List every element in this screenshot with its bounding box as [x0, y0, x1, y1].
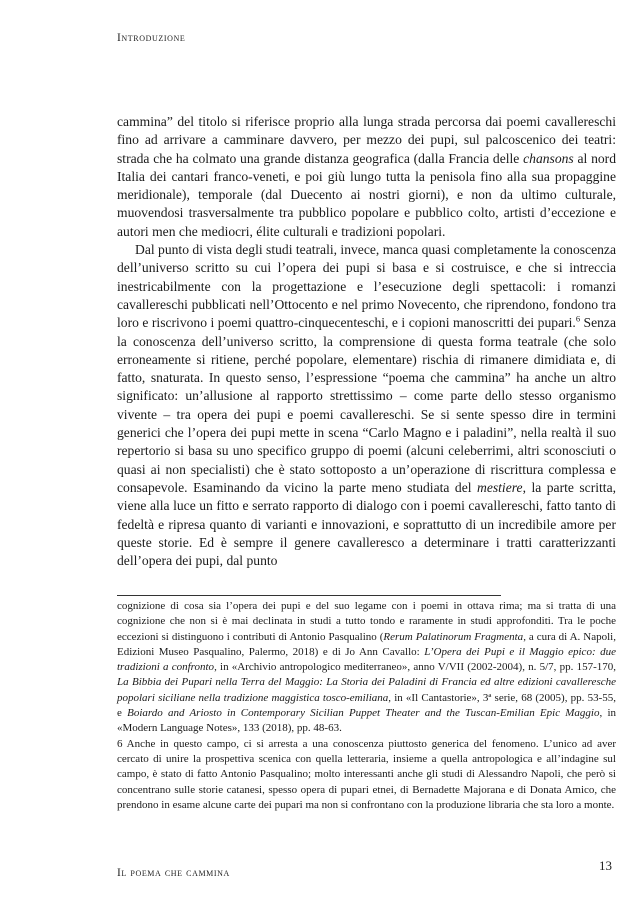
running-head: Introduzione: [117, 32, 186, 44]
footnotes: [117, 599, 616, 813]
main-text: [117, 113, 616, 570]
footnote-separator: [117, 595, 501, 596]
footnote-5-continued: cognizione di cosa sia l’opera dei pupi e del suo legame con i poemi in ottava rima; ma si tratta di una cognizione che non si è mai declinata in studi a tutto tondo e raramente in studi approfonditi. Tra le poche eccezioni si distinguono i contributi di Antonio Pasqualino (Rerum Palatinorum Fragmenta, a cura di A. Napoli, Edizioni Museo Pasqualino, Palermo, 2018) e di Jo Ann Cavallo: L’Opera dei Pupi e il Maggio epico: due tradizioni a confronto, in «Archivio antropologico mediterraneo», anno V/VII (2002-2004), n. 5/7, pp. 157-170, La Bibbia dei Pupari nella Terra del Maggio: La Storia dei Paladini di Francia ed altre edizioni cavalleresche popolari siciliane nella tradizione maggistica tosco-emiliana, in «Il Cantastorie», 3ª serie, 68 (2005), pp. 53-55, e Boiardo and Ariosto in Contemporary Sicilian Puppet Theater and the Tuscan-Emilian Epic Maggio, in «Modern Language Notes», 133 (2018), pp. 48-63.: [117, 600, 617, 735]
italic-term: chansons: [523, 150, 574, 166]
footnote-number: 6: [117, 737, 123, 750]
footnote-6: 6 Anche in questo campo, ci si arresta a una conoscenza piuttosto generica del fenomeno. L’unico ad aver cercato di unire la prospettiva scenica con quella letteraria, insieme a quella antropologica e all’indagine sul campo, è stato di fatto Antonio Pasqualino; molto interessanti anche gli studi di Alessandro Napoli, che però si concentrano sulle storie catanesi, spesso opera di pupari etnei, di Bernadette Majorana e di Donata Amico, che prendono in esame alcune carte dei pupari ma non si confrontano con la produzione libraria che sta loro a monte.: [117, 737, 616, 811]
paragraph-2: Dal punto di vista degli studi teatrali, invece, manca quasi completamente la conoscenza dell’universo scritto su cui l’opera dei pupi si basa e si costruisce, e che si intreccia inestricabilmente con la progettazione e l’esecuzione degli spettacoli: i romanzi cavallereschi pubblicati nell’Ottocento e nel primo Novecento, che riprendono, fondono tra loro e riscrivono i poemi quattro-cinquecenteschi, e i copioni manoscritti dei pupari.$^6$ Senza la conoscenza dell’universo scritto, la comprensione di questa forma teatrale (che solo erroneamente si ritiene, perché popolare, elementare) rischia di rimanere dimidiata e, di fatto, snaturata. In questo senso, l’espressione “poema che cammina” ha anche un altro significato: un’allusione al rapporto strettissimo – come parte dello stesso organismo vivente – tra opera dei pupi e poemi cavallereschi. Se si sente spesso dire in termini generici che l’opera dei pupi mette in scena “Carlo Magno e i paladini”, nella realtà il suo repertorio si basa su uno specifico gruppo di poemi (alcuni celeberrimi, altri sconosciuti o quasi ai non specialisti) che è stato sottoposto a un’operazione di riscrittura complessa e consapevole. Esaminando da vicino la parte meno studiata del mestiere, la parte scritta, viene alla luce un fitto e serrato rapporto di dialogo con i poemi cavallereschi, fatto tanto di fedeltà e ripresa quanto di varianti e innovazioni, e soprattutto di un incredibile amore per queste storie. Ed è sempre il genere cavalleresco a determinare i tratti caratterizzanti dell’opera dei pupi, dal punto: [117, 242, 617, 569]
page-number: 13: [599, 858, 612, 873]
running-foot: Il poema che cammina: [117, 867, 230, 879]
italic-term: mestiere: [477, 479, 523, 495]
paragraph-1: cammina” del titolo si riferisce proprio alla lunga strada percorsa dai poemi cavallereschi fino ad arrivare a camminare davvero, per mezzo dei pupi, sul palcoscenico dei teatri: strada che ha colmato una grande distanza geografica (dalla Francia delle chansons al nord Italia dei cantari franco-veneti, e poi giù lungo tutta la penisola fino alla sua propaggine meridionale), temporale (dal Duecento ai nostri giorni), e non da ultimo culturale, muovendosi trasversalmente tra pubblico popolare e pubblico colto, artisti d’eccezione e autori men che mediocri, élite culturali e tradizioni popolari.: [117, 114, 616, 239]
footnote-reference-6[interactable]: 6: [575, 313, 581, 324]
